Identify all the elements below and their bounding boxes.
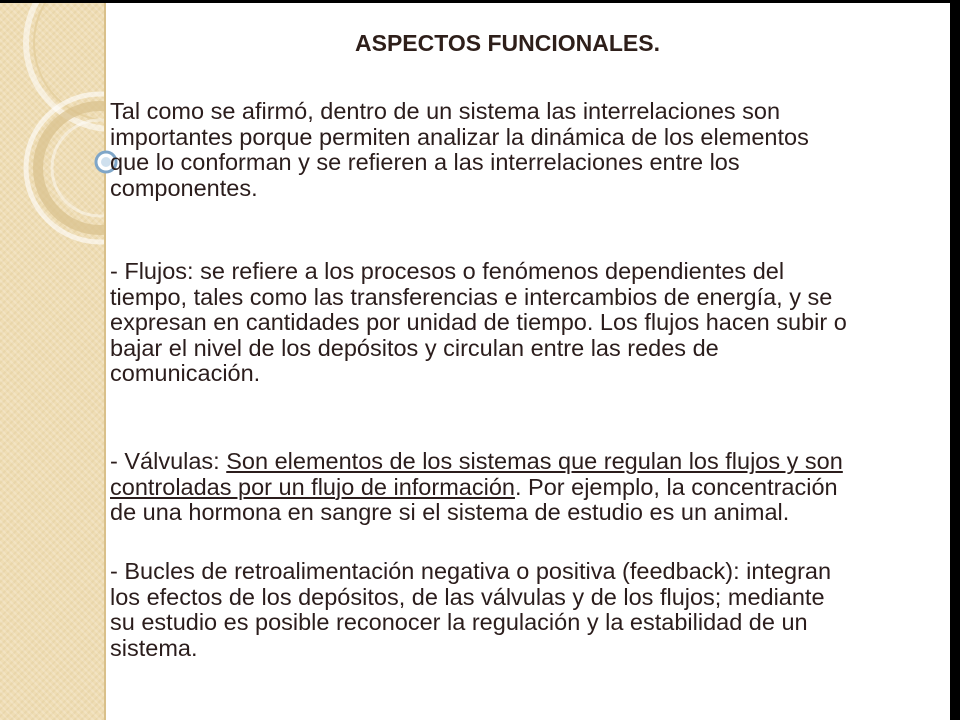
intro-line: componentes. [110,174,258,201]
top-border [0,0,960,3]
flujos-paragraph [110,259,942,387]
valvulas-line: de una hormona en sangre si el sistema de estudio es un animal. [110,499,790,525]
valvulas-paragraph [110,449,942,526]
intro-line: importantes porque permiten analizar la dinámica de los elementos [110,123,809,150]
flujos-line: expresan en cantidades por unidad de tiempo. Los flujos hacen subir o [110,309,847,335]
decorative-rings [0,3,106,263]
valvulas-line [110,449,942,475]
bucles-paragraph [110,559,942,661]
valvulas-line [110,475,942,501]
bucles-line: su estudio es posible reconocer la regulación y la estabilidad de un [110,609,808,635]
bucles-line: - Bucles de retroalimentación negativa o positiva (feedback): integran [110,558,832,584]
flujos-line: comunicación. [110,360,261,386]
intro-line: Tal como se afirmó, dentro de un sistema las interrelaciones son [110,98,781,124]
valvulas-definition-underlined: Son elementos de los sistemas que regulan los flujos y son [226,448,843,474]
bucles-line: sistema. [110,634,198,661]
right-border [950,0,960,720]
valvulas-definition-underlined: controladas por un flujo de información [110,473,515,500]
bucles-line: los efectos de los depósitos, de las válvulas y de los flujos; mediante [110,583,825,610]
flujos-line: tiempo, tales como las transferencias e intercambios de energía, y se [110,283,833,310]
flujos-line: - Flujos: se refiere a los procesos o fenómenos dependientes del [110,258,785,284]
valvulas-example: . Por ejemplo, la concentración [514,473,838,500]
valvulas-label: - Válvulas: [110,448,227,474]
slide-title: ASPECTOS FUNCIONALES. [355,30,660,56]
intro-paragraph [110,99,942,201]
decorative-sidebar [0,3,106,720]
flujos-line: bajar el nivel de los depósitos y circulan entre las redes de [110,334,719,361]
intro-line: que lo conforman y se refieren a las interrelaciones entre los [110,149,740,175]
